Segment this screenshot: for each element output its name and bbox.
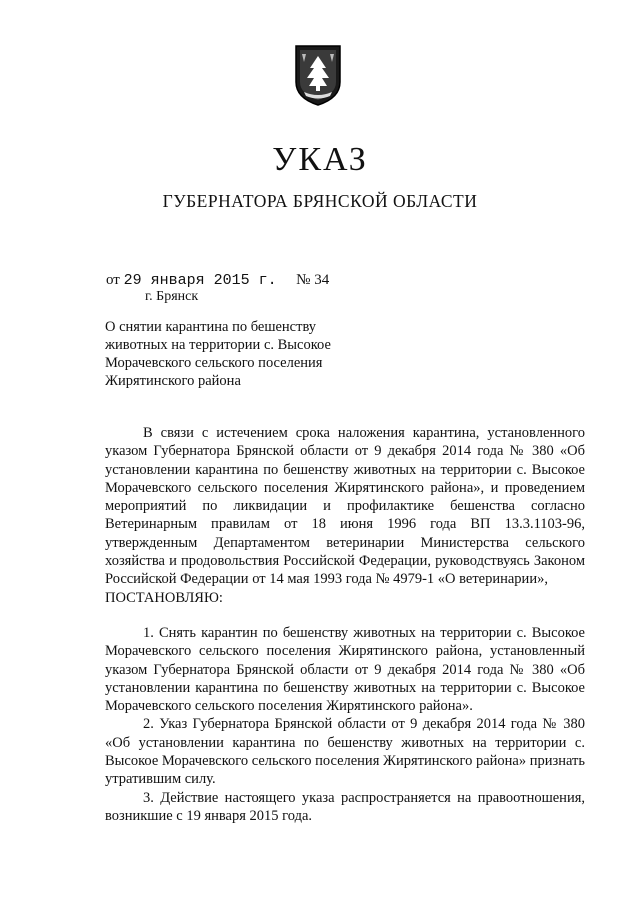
preamble-paragraph: В связи с истечением срока наложения карантина, установленного указом Губернатора Брянской области от 9 декабря 2014 года № 380 «Об установлении карантина по бешенству животных на территории с. Высокое Морачевского сельского поселения Жирятинского района», и проведением мероприятий по ликвидации и профилактике бешенства согласно Ветеринарным правилам от 18 июня 1996 года ВП 13.3.1103-96, утвержденным Департаментом ветеринарии Министерства сельского хозяйства и продовольствия Российской Федерации, руководствуясь Законом Российской Федерации от 14 мая 1993 года № 4979-1 «О ветеринарии», [105,425,585,588]
coat-of-arms-icon [292,42,344,108]
subject-line: Морачевского сельского поселения [105,355,323,371]
document-subject [105,318,365,390]
subject-line: Жирятинского района [105,373,241,389]
date-value: 29 января 2015 г. [123,272,277,289]
subject-line: животных на территории с. Высокое [105,337,331,353]
decree-word: ПОСТАНОВЛЯЮ: [105,589,223,606]
date-and-number [106,270,329,291]
date-prefix: от [106,272,120,288]
document-title: УКАЗ [272,141,368,178]
document-number: № 34 [296,272,330,288]
document-body [105,424,585,825]
document-subtitle: ГУБЕРНАТОРА БРЯНСКОЙ ОБЛАСТИ [162,191,478,211]
decree-item: 3. Действие настоящего указа распространяется на правоотношения, возникшие с 19 января 2015 года. [105,789,585,824]
subject-line: О снятии карантина по бешенству [105,319,317,335]
city-name: г. Брянск [145,289,199,304]
decree-item: 1. Снять карантин по бешенству животных на территории с. Высокое Морачевского сельского поселения Жирятинского района, установленный указом Губернатора Брянской области от 9 декабря 2014 года № 380 «Об установлении карантина по бешенству животных на территории с. Высокое Морачевского сельского поселения Жирятинского района». [105,624,585,715]
decree-item: 2. Указ Губернатора Брянской области от 9 декабря 2014 года № 380 «Об установлении карантина по бешенству животных на территории с. Высокое Морачевского сельского поселения Жирятинского района» признать утратившим силу. [105,716,586,788]
